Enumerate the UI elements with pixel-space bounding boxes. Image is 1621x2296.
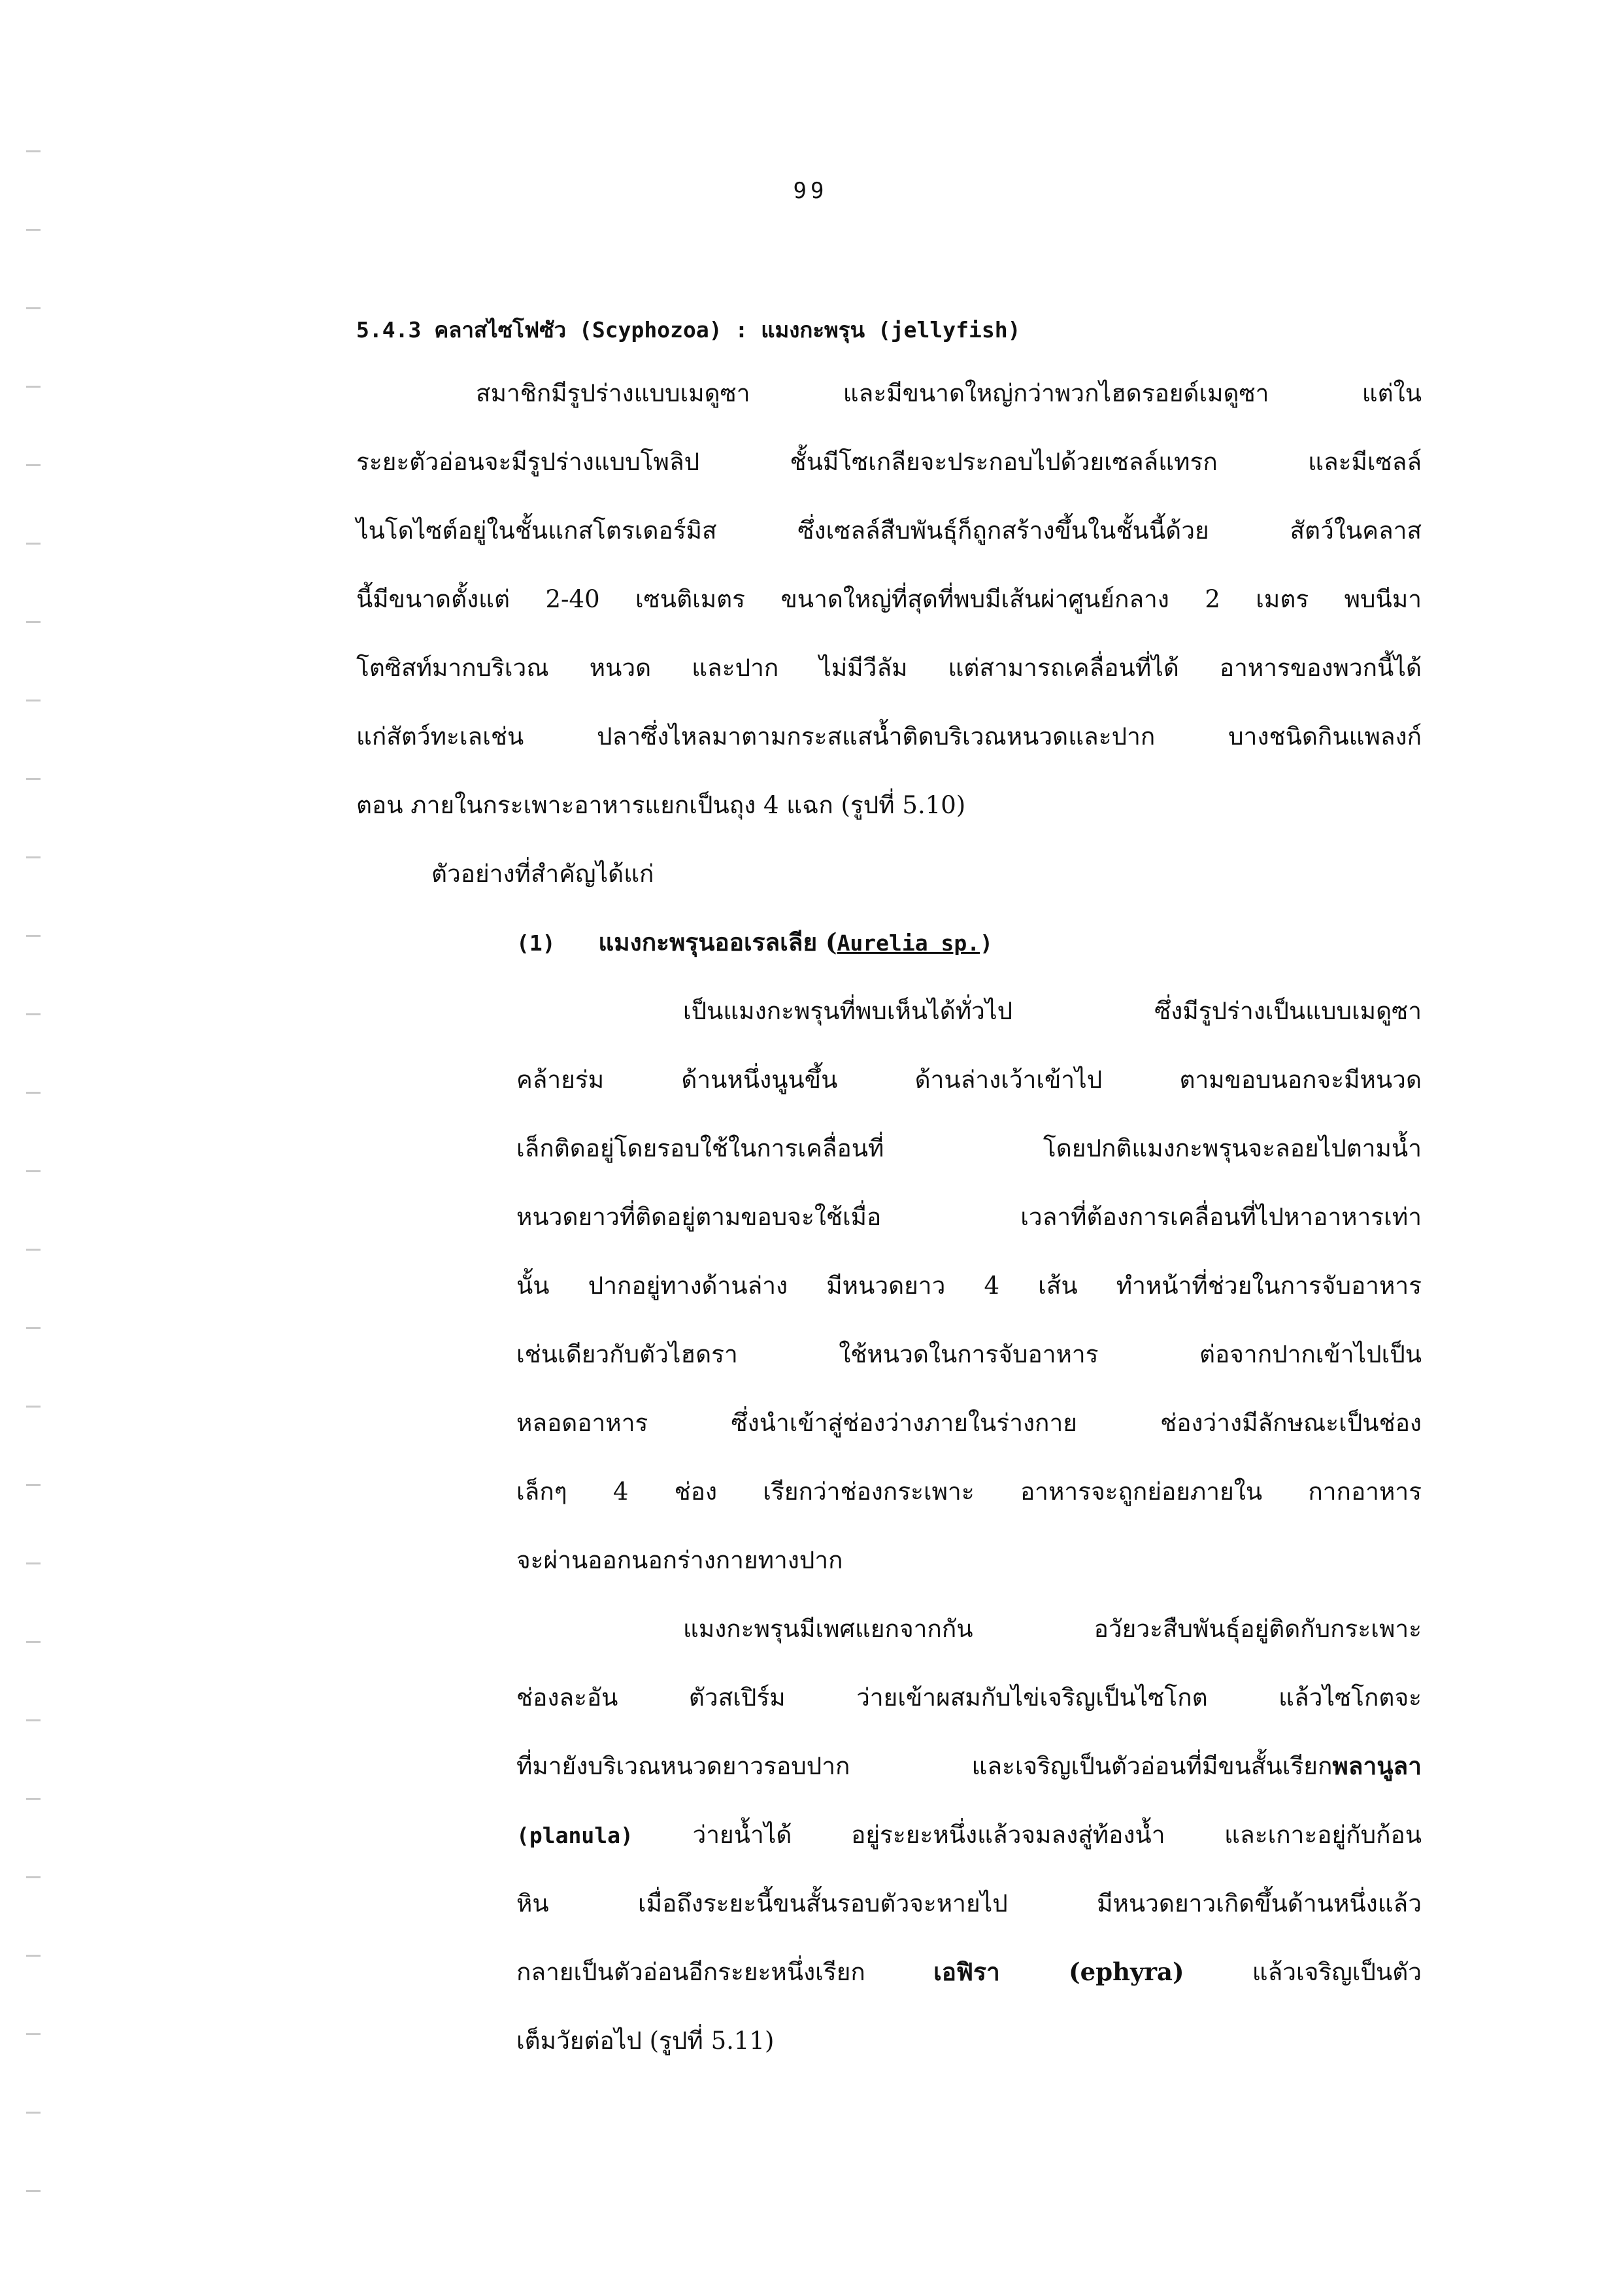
- paragraph-line: คล้ายร่ม ด้านหนึ่งนูนขึ้น ด้านล่างเว้าเข้าไป ตามขอบนอกจะมีหนวด: [516, 1066, 1422, 1094]
- paragraph-line: ตอน ภายในกระเพาะอาหารแยกเป็นถุง 4 แฉก (รูปที่ 5.10): [356, 791, 966, 819]
- term-ephyra: เอฟิรา (ephyra): [933, 1957, 1184, 1986]
- paragraph-line: นี้มีขนาดตั้งแต่ 2-40 เซนติเมตร ขนาดใหญ่ที่สุดที่พบมีเส้นผ่าศูนย์กลาง 2 เมตร พบนีมา: [356, 585, 1422, 613]
- paragraph-line: หนวดยาวที่ติดอยู่ตามขอบจะใช้เมื่อ เวลาที่ต้องการเคลื่อนที่ไปหาอาหารเท่า: [516, 1203, 1422, 1231]
- line-text: กลายเป็นตัวอ่อนอีกระยะหนึ่งเรียก: [516, 1958, 934, 1986]
- term-planula: (planula): [516, 1823, 633, 1848]
- paragraph-line: เล็กติดอยู่โดยรอบใช้ในการเคลื่อนที่ โดยปกติแมงกะพรุนจะลอยไปตามน้ำ: [516, 1134, 1422, 1162]
- examples-label: ตัวอย่างที่สำคัญได้แก่: [431, 860, 654, 888]
- paragraph-line: ช่องละอัน ตัวสเปิร์ม ว่ายเข้าผสมกับไข่เจริญเป็นไซโกต แล้วไซโกตจะ: [516, 1683, 1422, 1712]
- paragraph-line: จะผ่านออกนอกร่างกายทางปาก: [516, 1546, 843, 1574]
- example-number: (1): [516, 930, 556, 956]
- paragraph-line: นั้น ปากอยู่ทางด้านล่าง มีหนวดยาว 4 เส้น ทำหน้าที่ช่วยในการจับอาหาร: [516, 1272, 1422, 1300]
- term-planula-thai: พลานูลา: [1332, 1751, 1422, 1780]
- paragraph-line: โตซิสท์มากบริเวณ หนวด และปาก ไม่มีวีลัม แต่สามารถเคลื่อนที่ได้ อาหารของพวกนี้ได้: [356, 654, 1422, 682]
- paragraph-line: เต็มวัยต่อไป (รูปที่ 5.11): [516, 2027, 775, 2055]
- paragraph-line: ไนโดไซต์อยู่ในชั้นแกสโตรเดอร์มิส ซึ่งเซลล์สืบพันธุ์ก็ถูกสร้างขึ้นในชั้นนี้ด้วย สัตว์ในคลาส: [356, 516, 1422, 545]
- line-text: แล้วเจริญเป็นตัว: [1184, 1958, 1422, 1986]
- scientific-name: Aurelia sp.: [837, 930, 980, 956]
- paragraph-line: [516, 1751, 1422, 1780]
- paragraph-line: เล็กๆ 4 ช่อง เรียกว่าช่องกระเพาะ อาหารจะถูกย่อยภายใน กากอาหาร: [516, 1477, 1422, 1506]
- section-heading: 5.4.3 คลาสไซโฟซัว (Scyphozoa) : แมงกะพรุน (jellyfish): [356, 317, 1021, 343]
- example-heading: [516, 930, 993, 954]
- paragraph-line: เช่นเดียวกับตัวไฮดรา ใช้หนวดในการจับอาหาร ต่อจากปากเข้าไปเป็น: [516, 1340, 1422, 1368]
- paragraph-line: หลอดอาหาร ซึ่งนำเข้าสู่ช่องว่างภายในร่างกาย ช่องว่างมีลักษณะเป็นช่อง: [516, 1409, 1422, 1437]
- line-text: ที่มายังบริเวณหนวดยาวรอบปาก และเจริญเป็นตัวอ่อนที่มีขนสั้นเรียก: [516, 1752, 1333, 1780]
- paragraph-line: หิน เมื่อถึงระยะนี้ขนสั้นรอบตัวจะหายไป มีหนวดยาวเกิดขึ้นด้านหนึ่งแล้ว: [516, 1889, 1422, 1917]
- paragraph-line: [516, 1957, 1422, 1986]
- paragraph-line: สมาชิกมีรูปร่างแบบเมดูซา และมีขนาดใหญ่กว่าพวกไฮดรอยด์เมดูซา แต่ใน: [476, 379, 1422, 407]
- example-title: แมงกะพรุนออเรลเลีย (: [598, 928, 837, 956]
- page-number: 99: [793, 178, 828, 204]
- example-close-paren: ): [980, 930, 993, 956]
- paragraph-line: ระยะตัวอ่อนจะมีรูปร่างแบบโพลิป ชั้นมีโซเกลียจะประกอบไปด้วยเซลล์แทรก และมีเซลล์: [356, 448, 1422, 476]
- paragraph-line: แมงกะพรุนมีเพศแยกจากกัน อวัยวะสืบพันธุ์อยู่ติดกับกระเพาะ: [683, 1615, 1422, 1643]
- paragraph-line: เป็นแมงกะพรุนที่พบเห็นได้ทั่วไป ซึ่งมีรูปร่างเป็นแบบเมดูซา: [683, 997, 1422, 1025]
- paragraph-line: แก่สัตว์ทะเลเช่น ปลาซึ่งไหลมาตามกระสแสน้ำติดบริเวณหนวดและปาก บางชนิดกินแพลงก์: [356, 722, 1422, 751]
- scan-margin-marks: [26, 150, 46, 2242]
- paragraph-line: [516, 1823, 1422, 1847]
- line-text: ว่ายน้ำได้ อยู่ระยะหนึ่งแล้วจมลงสู่ท้องน้ำ และเกาะอยู่กับก้อน: [633, 1821, 1422, 1849]
